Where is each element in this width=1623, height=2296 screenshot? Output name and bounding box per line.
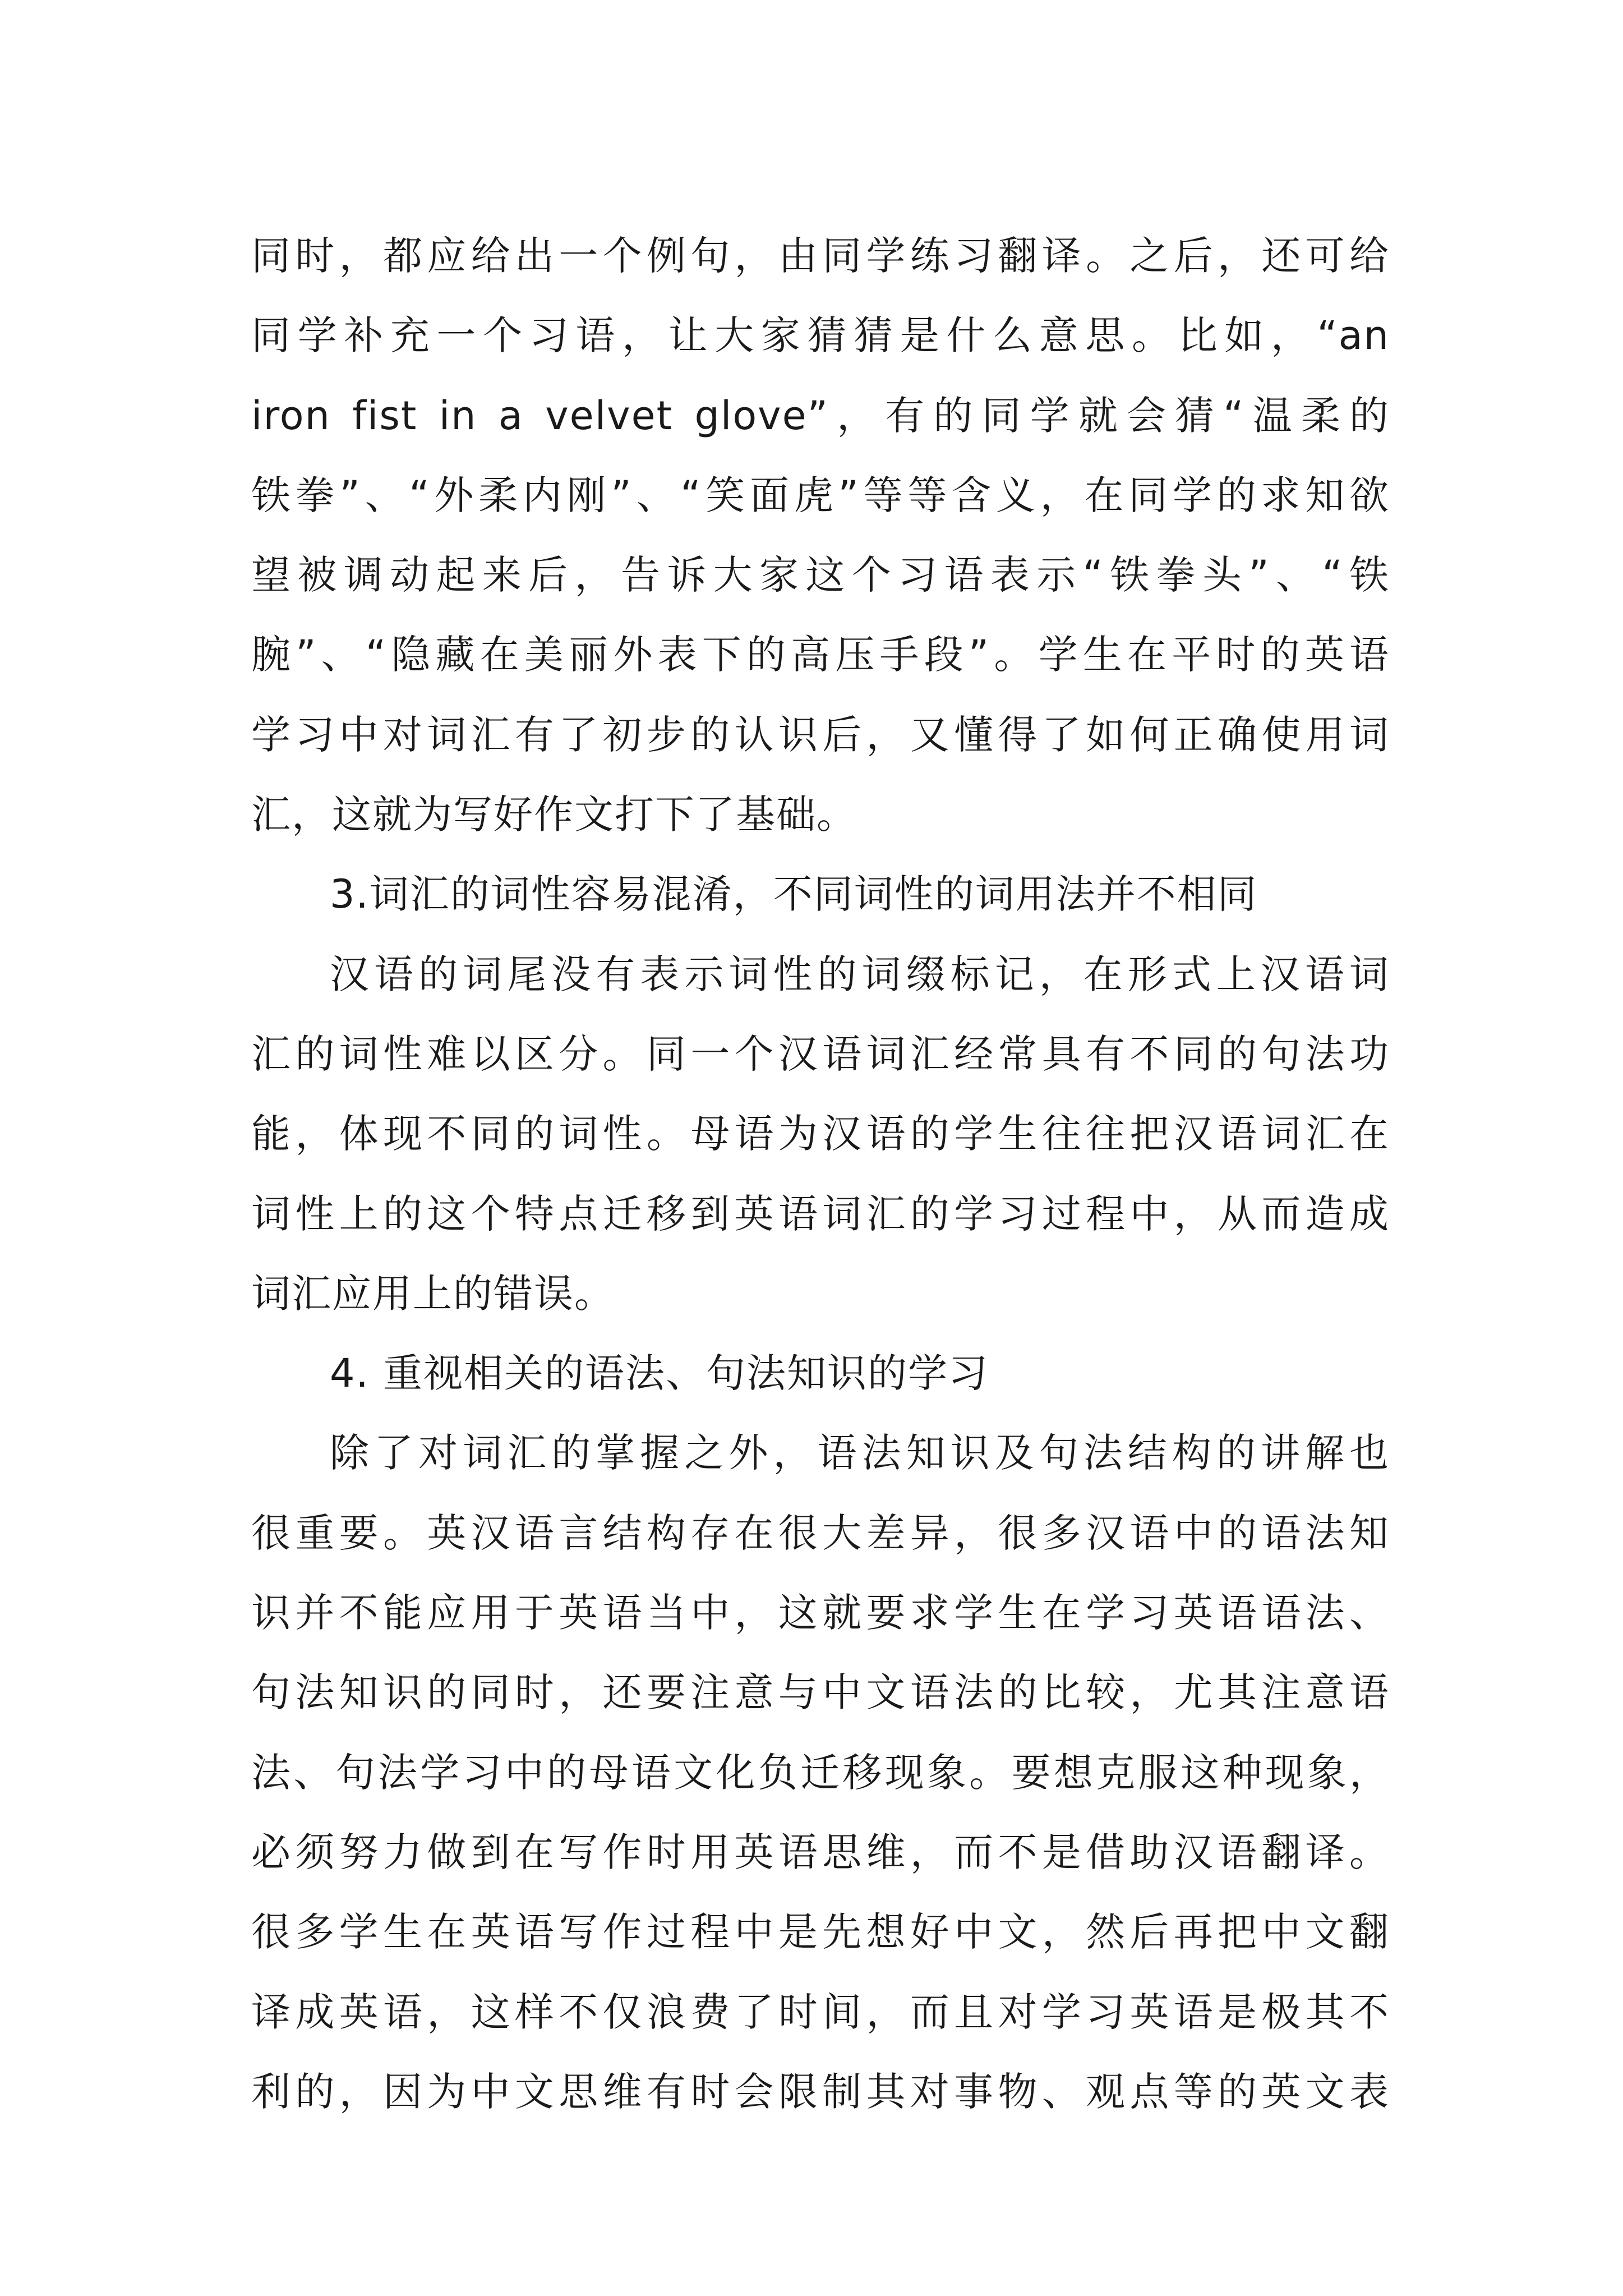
text-line: 很重要。英汉语言结构存在很大差异，很多汉语中的语法知 <box>251 1510 1390 1556</box>
text-line: 汇，这就为写好作文打下了基础。 <box>251 792 857 838</box>
text-line: 能，体现不同的词性。母语为汉语的学生往往把汉语词汇在 <box>251 1111 1390 1157</box>
text-line: 很多学生在英语写作过程中是先想好中文，然后再把中文翻 <box>251 1909 1390 1955</box>
text-line: 学习中对词汇有了初步的认识后，又懂得了如何正确使用词 <box>251 711 1390 758</box>
text-line: 同学补充一个习语，让大家猜猜是什么意思。比如，“an <box>251 312 1390 359</box>
text-line: 词汇应用上的错误。 <box>251 1270 615 1317</box>
text-line: 4. 重视相关的语法、句法知识的学习 <box>330 1350 989 1397</box>
text-line: 词性上的这个特点迁移到英语词汇的学习过程中，从而造成 <box>251 1190 1390 1237</box>
text-line: 汇的词性难以区分。同一个汉语词汇经常具有不同的句法功 <box>251 1030 1390 1077</box>
text-line: 3.词汇的词性容易混淆，不同词性的词用法并不相同 <box>330 871 1258 918</box>
text-line: 铁拳”、“外柔内刚”、“笑面虎”等等含义，在同学的求知欲 <box>251 472 1390 518</box>
text-line: 望被调动起来后，告诉大家这个习语表示“铁拳头”、“铁 <box>251 552 1390 599</box>
document-body <box>251 216 1390 2132</box>
text-line: 句法知识的同时，还要注意与中文语法的比较，尤其注意语 <box>251 1669 1390 1716</box>
text-line: 必须努力做到在写作时用英语思维，而不是借助汉语翻译。 <box>251 1829 1390 1875</box>
text-line: 利的，因为中文思维有时会限制其对事物、观点等的英文表 <box>251 2068 1390 2115</box>
text-line: 译成英语，这样不仅浪费了时间，而且对学习英语是极其不 <box>251 1989 1390 2035</box>
text-line: 汉语的词尾没有表示词性的词缀标记，在形式上汉语词 <box>330 951 1390 997</box>
text-line: 同时，都应给出一个例句，由同学练习翻译。之后，还可给 <box>251 233 1390 279</box>
text-line: 识并不能应用于英语当中，这就要求学生在学习英语语法、 <box>251 1590 1390 1636</box>
text-line: 除了对词汇的掌握之外，语法知识及句法结构的讲解也 <box>330 1430 1390 1476</box>
text-line: iron fist in a velvet glove”，有的同学就会猜“温柔的 <box>251 392 1390 439</box>
text-line: 法、句法学习中的母语文化负迁移现象。要想克服这种现象， <box>251 1749 1390 1796</box>
text-line: 腕”、“隐藏在美丽外表下的高压手段”。学生在平时的英语 <box>251 632 1390 678</box>
